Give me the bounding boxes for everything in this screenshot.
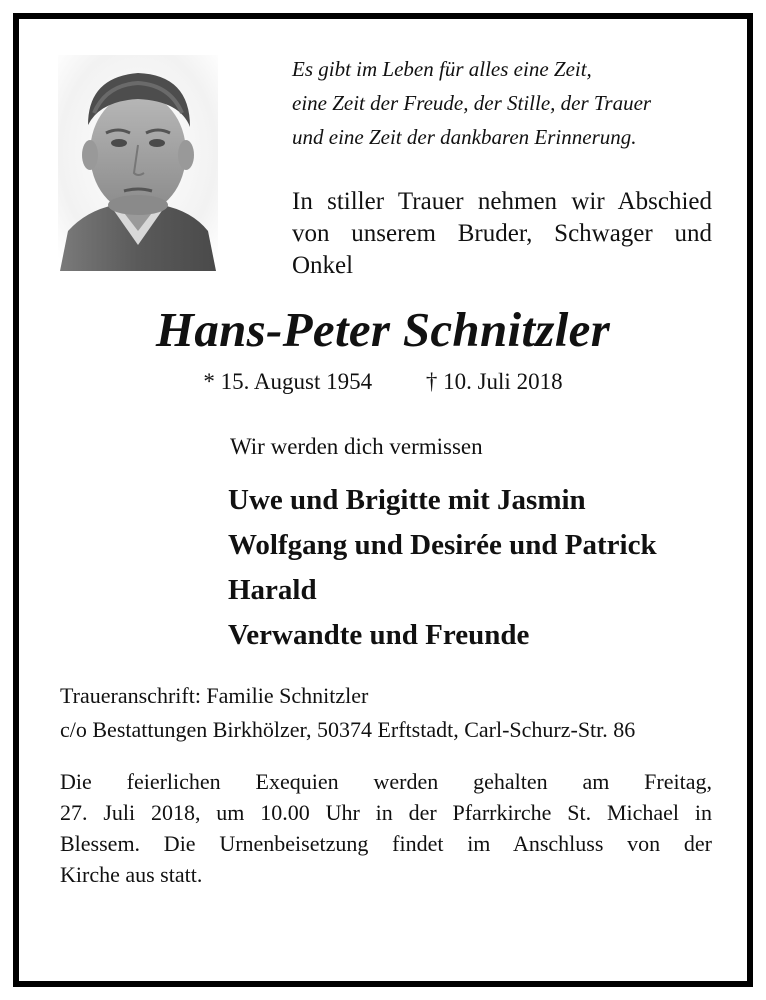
death-date: † 10. Juli 2018 — [425, 369, 563, 394]
service-line-1: Die feierlichen Exequien werden gehalten am Freitag, — [60, 769, 712, 794]
intro-text: In stiller Trauer nehmen wir Abschied von unserem Bruder, Schwager und Onkel — [292, 188, 712, 279]
life-dates — [0, 366, 766, 398]
mourners-list — [228, 478, 657, 658]
opening-poem — [292, 52, 722, 154]
service-line-4: Kirche aus statt. — [60, 862, 203, 887]
mourner-line: Wolfgang und Desirée und Patrick — [228, 529, 657, 561]
poem-line-2: eine Zeit der Freude, der Stille, der Trauer — [292, 91, 652, 115]
address-line-2: c/o Bestattungen Birkhölzer, 50374 Erftstadt, Carl-Schurz-Str. 86 — [60, 717, 636, 742]
service-line-2: 27. Juli 2018, um 10.00 Uhr in der Pfarrkirche St. Michael in — [60, 800, 712, 825]
birth-date: * 15. August 1954 — [203, 369, 373, 394]
mourner-line: Verwandte und Freunde — [228, 619, 530, 651]
miss-text: Wir werden dich vermissen — [230, 434, 483, 459]
address-line-1: Traueranschrift: Familie Schnitzler — [60, 683, 369, 708]
portrait-photo — [58, 55, 218, 271]
mourner-line: Harald — [228, 574, 317, 606]
mourning-address — [60, 679, 720, 747]
service-line-3: Blessem. Die Urnenbeisetzung findet im Anschluss von der — [60, 831, 712, 856]
mourner-line: Uwe und Brigitte mit Jasmin — [228, 484, 586, 516]
poem-line-1: Es gibt im Leben für alles eine Zeit, — [292, 57, 592, 81]
deceased-name: Hans-Peter Schnitzler — [155, 302, 611, 357]
funeral-service-info — [60, 766, 712, 890]
poem-line-3: und eine Zeit der dankbaren Erinnerung. — [292, 125, 637, 149]
